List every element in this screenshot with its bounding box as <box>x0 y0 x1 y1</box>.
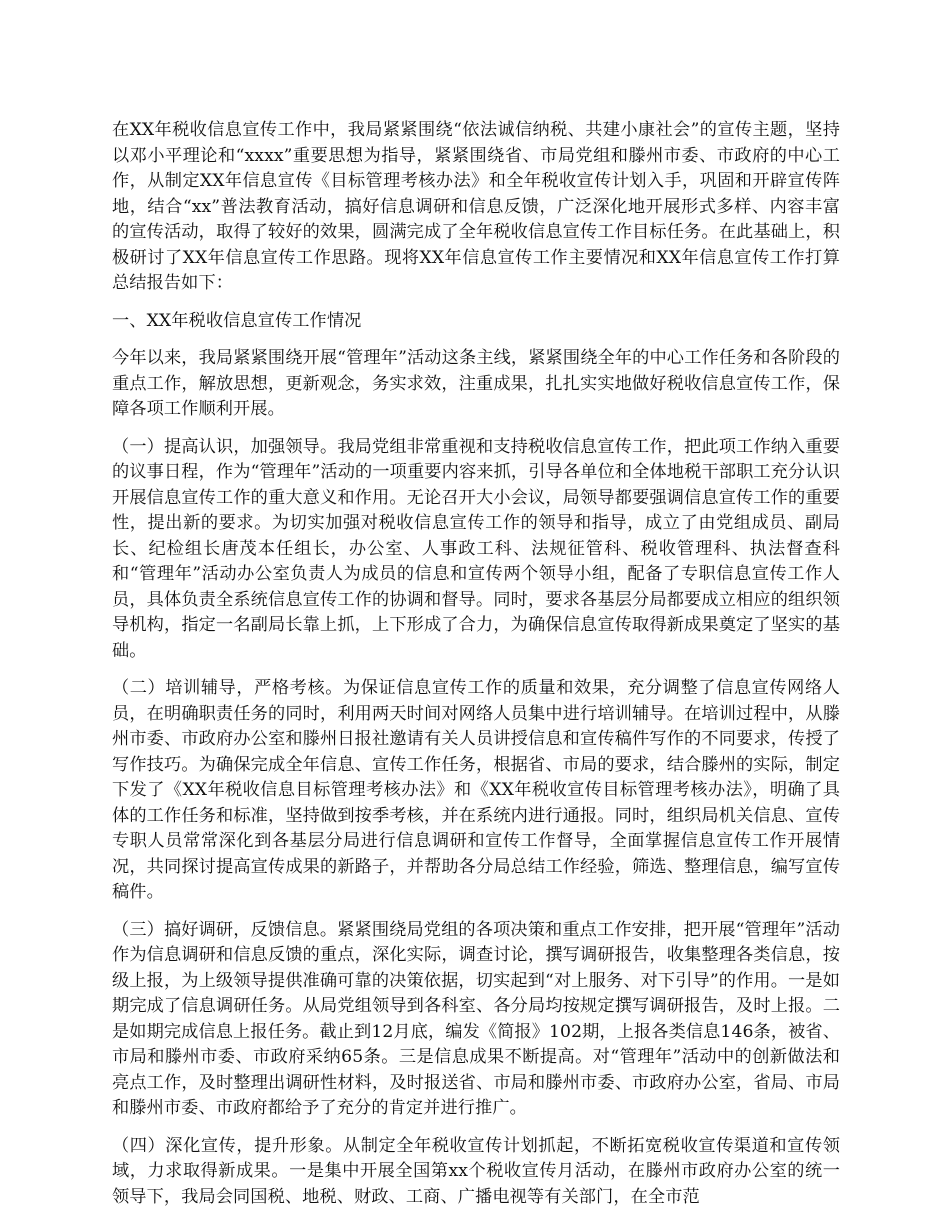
section-intro-paragraph: 今年以来，我局紧紧围绕开展“管理年”活动这条主线，紧紧围绕全年的中心工作任务和各阶段的重点工作，解放思想，更新观念，务实求效，注重成果，扎扎实实地做好税收信息宣传工作，保障各项工作顺利开展。 <box>112 348 840 419</box>
item-4-paragraph: （四）深化宣传，提升形象。从制定全年税收宣传计划抓起，不断拓宽税收宣传渠道和宣传领域，力求取得新成果。一是集中开展全国第xx个税收宣传月活动，在滕州市政府办公室的统一领导下，我局会同国税、地税、财政、工商、广播电视等有关部门，在全市范 <box>112 1135 840 1207</box>
item-2-paragraph: （二）培训辅导，严格考核。为保证信息宣传工作的质量和效果，充分调整了信息宣传网络人员，在明确职责任务的同时，利用两天时间对网络人员集中进行培训辅导。在培训过程中，从滕州市委、市政府办公室和滕州日报社邀请有关人员讲授信息和宣传稿件写作的不同要求，传授了写作技巧。为确保完成全年信息、宣传工作任务，根据省、市局的要求，结合滕州的实际，制定下发了《XX年税收信息目标管理考核办法》和《XX年税收宣传目标管理考核办法》，明确了具体的工作任务和标准，坚持做到按季考核，并在系统内进行通报。同时，组织局机关信息、宣传专职人员常常深化到各基层分局进行信息调研和宣传工作督导，全面掌握信息宣传工作开展情况，共同探讨提高宣传成果的新路子，并帮助各分局总结工作经验，筛选、整理信息，编写宣传稿件。 <box>112 678 840 902</box>
document-page <box>112 118 840 1222</box>
item-1-paragraph: （一）提高认识，加强领导。我局党组非常重视和支持税收信息宣传工作，把此项工作纳入重要的议事日程，作为“管理年”活动的一项重要内容来抓，引导各单位和全体地税干部职工充分认识开展信息宣传工作的重大意义和作用。无论召开大小会议，局领导都要强调信息宣传工作的重要性，提出新的要求。为切实加强对税收信息宣传工作的领导和指导，成立了由党组成员、副局长、纪检组长唐茂本任组长，办公室、人事政工科、法规征管科、税收管理科、执法督查科和“管理年”活动办公室负责人为成员的信息和宣传两个领导小组，配备了专职信息宣传工作人员，具体负责全系统信息宣传工作的协调和督导。同时，要求各基层分局都要成立相应的组织领导机构，指定一名副局长靠上抓，上下形成了合力，为确保信息宣传取得新成果奠定了坚实的基础。 <box>112 436 840 661</box>
section-heading: 一、XX年税收信息宣传工作情况 <box>112 310 362 331</box>
item-3-paragraph: （三）搞好调研，反馈信息。紧紧围绕局党组的各项决策和重点工作安排，把开展“管理年”活动作为信息调研和信息反馈的重点，深化实际，调查讨论，撰写调研报告，收集整理各类信息，按级上报，为上级领导提供准确可靠的决策依据，切实起到“对上服务、对下引导”的作用。一是如期完成了信息调研任务。从局党组领导到各科室、各分局均按规定撰写调研报告，及时上报。二是如期完成信息上报任务。截止到12月底，编发《简报》102期，上报各类信息146条，被省、市局和滕州市委、市政府采纳65条。三是信息成果不断提高。对“管理年”活动中的创新做法和亮点工作，及时整理出调研性材料，及时报送省、市局和滕州市委、市政府办公室，省局、市局和滕州市委、市政府都给予了充分的肯定并进行推广。 <box>112 919 840 1118</box>
intro-paragraph: 在XX年税收信息宣传工作中，我局紧紧围绕“依法诚信纳税、共建小康社会”的宣传主题，坚持以邓小平理论和“xxxx”重要思想为指导，紧紧围绕省、市局党组和滕州市委、市政府的中心工作，从制定XX年信息宣传《目标管理考核办法》和全年税收宣传计划入手，巩固和开辟宣传阵地，结合“xx”普法教育活动，搞好信息调研和信息反馈，广泛深化地开展形式多样、内容丰富的宣传活动，取得了较好的效果，圆满完成了全年税收信息宣传工作目标任务。在此基础上，积极研讨了XX年信息宣传工作思路。现将XX年信息宣传工作主要情况和XX年信息宣传工作打算总结报告如下： <box>112 120 840 293</box>
